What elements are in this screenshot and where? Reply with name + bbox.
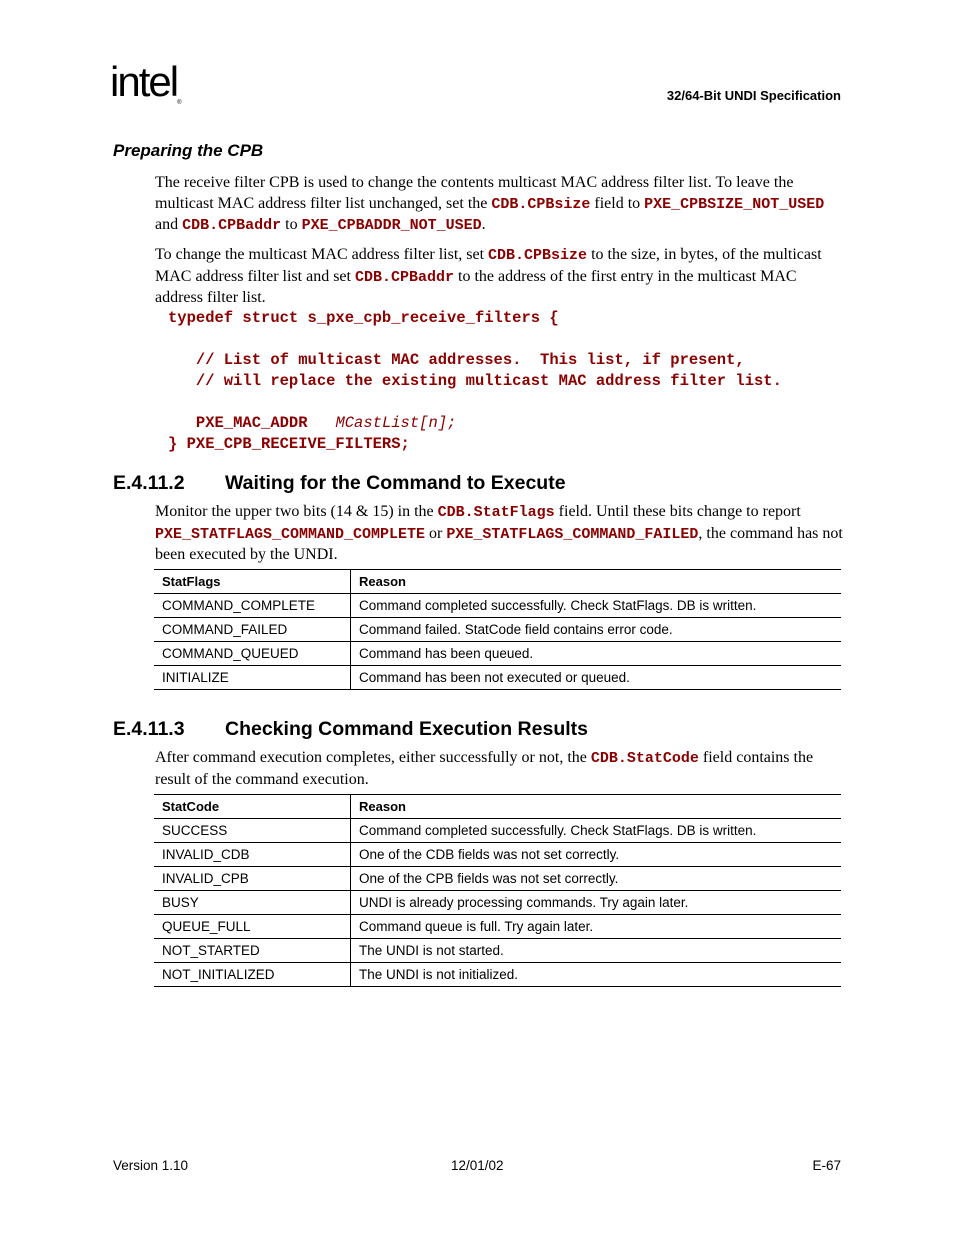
text: to the size, in bytes, of the multicast MAC address filter list and set xyxy=(155,246,822,285)
code-ref: CDB.StatFlags xyxy=(437,504,555,521)
code-field: MCastList[n]; xyxy=(335,414,457,432)
text: The receive filter CPB is used to change the contents multicast MAC address filter list. To leave the multicast MAC address filter list unchanged, set the xyxy=(155,174,794,212)
section-heading-waiting xyxy=(113,472,566,495)
column-header: StatCode xyxy=(154,795,351,819)
text: After command execution completes, either successfully or not, the xyxy=(155,749,591,766)
text: to xyxy=(281,216,302,233)
text: , the command has not been executed by the UNDI. xyxy=(155,524,843,563)
subheading: Preparing the CPB xyxy=(113,141,264,160)
table-header-row xyxy=(154,795,841,819)
footer-page-number: E-67 xyxy=(812,1158,841,1173)
text: and xyxy=(155,216,183,233)
statflags-table xyxy=(154,569,841,690)
text: field to xyxy=(590,194,645,212)
footer-version: Version 1.10 xyxy=(113,1158,189,1173)
section-number: E.4.11.3 xyxy=(113,718,185,740)
table-cell: The UNDI is not started. xyxy=(351,939,842,963)
section-heading-checking xyxy=(113,718,588,741)
text: Monitor the upper two bits (14 & 15) in the xyxy=(155,503,438,520)
table-cell: BUSY xyxy=(154,891,351,915)
spec-title: 32/64-Bit UNDI Specification xyxy=(666,88,841,103)
table-cell: QUEUE_FULL xyxy=(154,915,351,939)
text: or xyxy=(425,524,447,542)
table-header-row xyxy=(154,570,841,594)
code-ref: PXE_STATFLAGS_COMMAND_COMPLETE xyxy=(155,525,426,543)
table-row xyxy=(154,642,841,666)
table-row xyxy=(154,666,841,690)
table-cell: NOT_STARTED xyxy=(154,939,351,963)
table-cell: COMMAND_COMPLETE xyxy=(154,594,351,618)
table-cell: Command has been queued. xyxy=(351,642,842,666)
code-line xyxy=(168,413,782,434)
code-ref: PXE_CPBADDR_NOT_USED xyxy=(301,217,482,234)
logo-registered-mark: ® xyxy=(177,100,182,106)
table-row xyxy=(154,819,841,843)
code-line: } PXE_CPB_RECEIVE_FILTERS; xyxy=(168,435,410,453)
section-title: Waiting for the Command to Execute xyxy=(225,472,566,494)
intel-logo xyxy=(110,58,181,106)
table-cell: INVALID_CPB xyxy=(154,867,351,891)
table-row xyxy=(154,891,841,915)
table-row xyxy=(154,939,841,963)
text: . xyxy=(481,216,486,233)
table-cell: INITIALIZE xyxy=(154,666,351,690)
table-cell: NOT_INITIALIZED xyxy=(154,963,351,987)
section-title: Checking Command Execution Results xyxy=(225,718,588,740)
code-ref: CDB.CPBsize xyxy=(491,195,591,213)
table-cell: INVALID_CDB xyxy=(154,843,351,867)
table-row xyxy=(154,963,841,987)
table-cell: Command failed. StatCode field contains error code. xyxy=(351,618,842,642)
column-header: StatFlags xyxy=(154,570,351,594)
section-number: E.4.11.2 xyxy=(113,472,185,494)
table-cell: Command queue is full. Try again later. xyxy=(351,915,842,939)
code-ref: CDB.StatCode xyxy=(590,750,699,767)
table-cell: The UNDI is not initialized. xyxy=(351,963,842,987)
code-ref: CDB.CPBaddr xyxy=(354,268,454,286)
code-line: // will replace the existing multicast MAC address filter list. xyxy=(168,372,782,390)
statcode-table xyxy=(154,794,841,987)
table-row xyxy=(154,915,841,939)
table-cell: Command completed successfully. Check StatFlags. DB is written. xyxy=(351,594,842,618)
paragraph-after-execution xyxy=(155,748,845,790)
paragraph-monitor xyxy=(155,502,845,566)
code-ref: CDB.CPBaddr xyxy=(182,217,282,234)
table-cell: COMMAND_FAILED xyxy=(154,618,351,642)
logo-text: intel xyxy=(110,58,178,105)
code-ref: PXE_STATFLAGS_COMMAND_FAILED xyxy=(446,525,699,543)
text: field contains the result of the command execution. xyxy=(155,749,814,788)
table-cell: Command has been not executed or queued. xyxy=(351,666,842,690)
paragraph-change-filter xyxy=(155,245,845,309)
table-cell: One of the CDB fields was not set correctly. xyxy=(351,843,842,867)
table-cell: UNDI is already processing commands. Try again later. xyxy=(351,891,842,915)
text: field. Until these bits change to report xyxy=(554,503,801,520)
table-row xyxy=(154,843,841,867)
column-header: Reason xyxy=(351,570,842,594)
code-ref: CDB.CPBsize xyxy=(488,247,588,264)
code-ref: PXE_CPBSIZE_NOT_USED xyxy=(644,195,825,213)
paragraph-leave-filter xyxy=(155,173,845,237)
table-row xyxy=(154,594,841,618)
column-header: Reason xyxy=(351,795,842,819)
code-line: typedef struct s_pxe_cpb_receive_filters { xyxy=(168,309,559,327)
table-row xyxy=(154,867,841,891)
text: to the address of the first entry in the multicast MAC address filter list. xyxy=(155,267,797,306)
text: To change the multicast MAC address filter list, set xyxy=(155,246,489,263)
footer-date: 12/01/02 xyxy=(451,1158,504,1173)
table-cell: SUCCESS xyxy=(154,819,351,843)
table-cell: Command completed successfully. Check StatFlags. DB is written. xyxy=(351,819,842,843)
code-block xyxy=(168,308,782,455)
code-line: // List of multicast MAC addresses. This list, if present, xyxy=(168,351,745,369)
table-row xyxy=(154,618,841,642)
table-cell: COMMAND_QUEUED xyxy=(154,642,351,666)
table-cell: One of the CPB fields was not set correctly. xyxy=(351,867,842,891)
code-type: PXE_MAC_ADDR xyxy=(168,414,336,432)
